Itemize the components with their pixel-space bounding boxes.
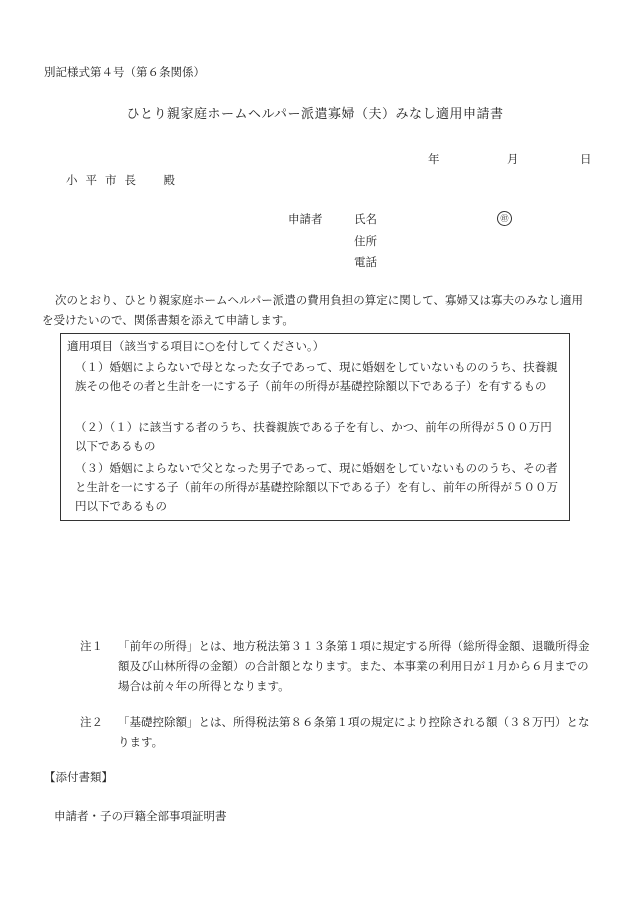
note-2-label: 注２ [80,715,103,729]
addressee: 小平市長 殿 [66,173,183,187]
phone-label: 電話 [354,255,377,269]
note-1 [80,636,592,696]
note-1-text: 「前年の所得」とは、地方税法第３１３条第１項に規定する所得（総所得金額、退職所得金額及び山林所得の金額）の合計額となります。また、本事業の利用日が１月から６月までの場合は前々年の所得となります。 [118,639,590,693]
note-2 [80,712,592,752]
seal-mark-icon: ㊞ [497,211,512,226]
form-label: 別記様式第４号（第６条関係） [44,65,205,79]
criteria-item-3: （３）婚姻によらないで父となった男子であって、現に婚姻をしていないもののうち、その者と生計を一にする子（前年の所得が基礎控除額以下である子）を有し、前年の所得が５００万円以下であるもの [75,461,558,513]
attachment-item: 申請者・子の戸籍全部事項証明書 [54,809,227,823]
application-statement: 次のとおり、ひとり親家庭ホームヘルパー派遣の費用負担の算定に関して、寡婦又は寡夫のみなし適用を受けたいので、関係書類を添えて申請します。 [42,293,583,327]
applicant-label: 申請者 [288,212,323,226]
criteria-header: 適用項目（該当する項目に○を付してください。） [67,339,325,353]
date-year-label: 年 [428,152,440,166]
date-month-label: 月 [507,152,519,166]
attachments-header: 【添付書類】 [44,770,113,784]
note-2-text: 「基礎控除額」とは、所得税法第８６条第１項の規定により控除される額（３８万円）となります。 [118,715,590,749]
date-day-label: 日 [580,152,592,166]
criteria-box [60,333,570,521]
criteria-item-1: （１）婚姻によらないで母となった女子であって、現に婚姻をしていないもののうち、扶養親族その他その者と生計を一にする子（前年の所得が基礎控除額以下である子）を有するもの [75,360,558,393]
document-title: ひとり親家庭ホームヘルパー派遣寡婦（夫）みなし適用申請書 [126,107,504,122]
address-label: 住所 [354,234,377,248]
note-1-label: 注１ [80,639,103,653]
criteria-item-2: （２）（１）に該当する者のうち、扶養親族である子を有し、かつ、前年の所得が５００万円以下であるもの [75,420,552,453]
name-label: 氏名 [354,212,377,226]
